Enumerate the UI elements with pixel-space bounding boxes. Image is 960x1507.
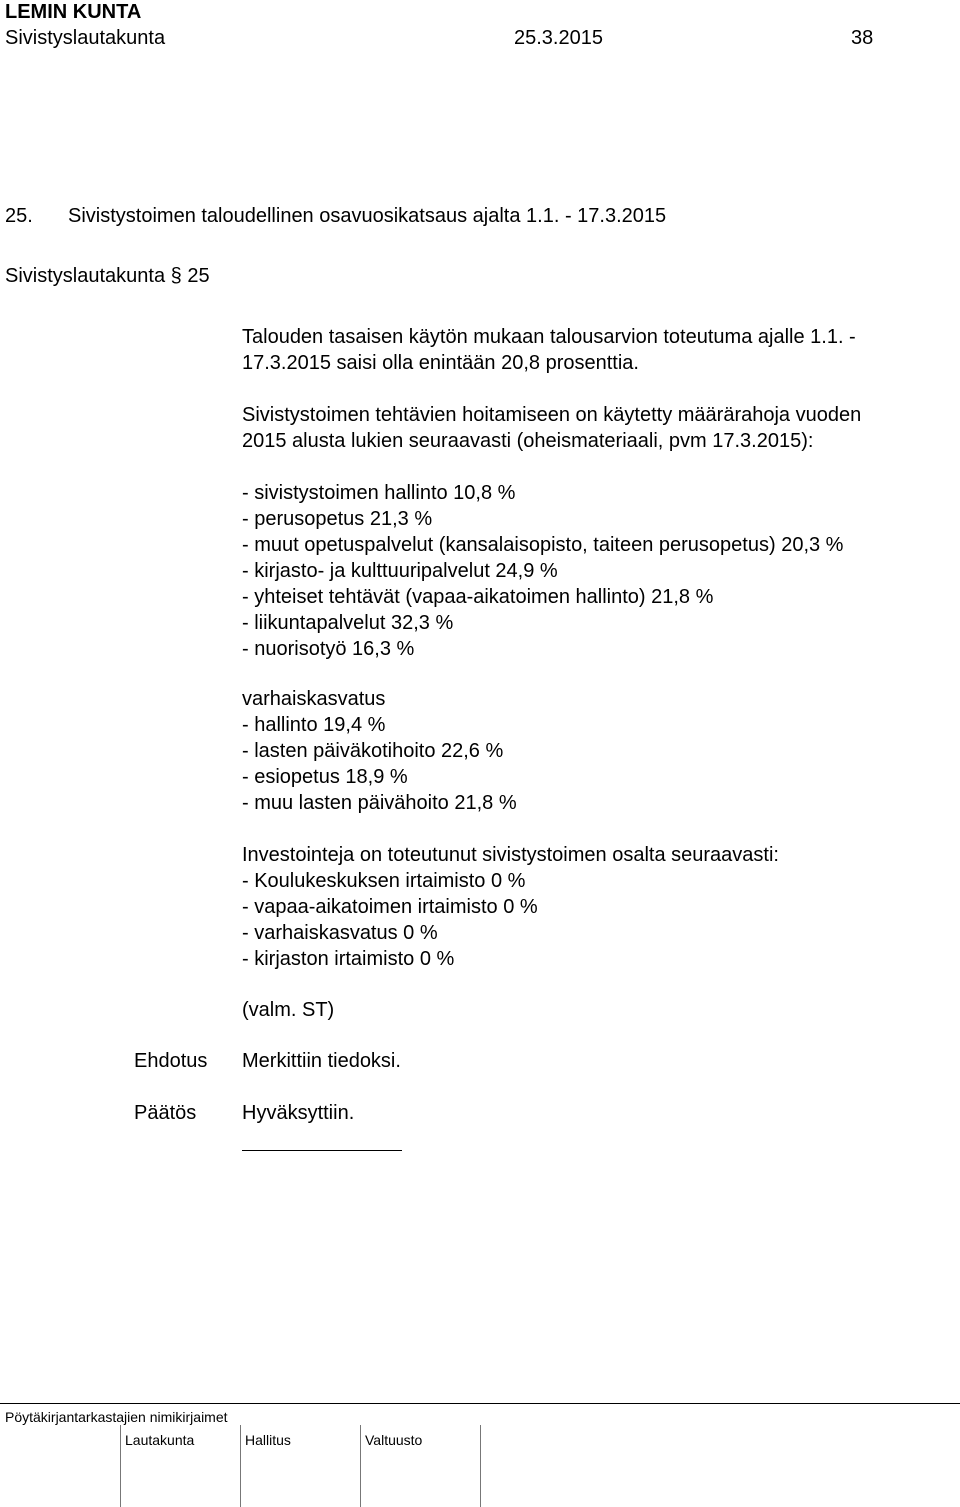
list-item: - hallinto 19,4 % [242, 714, 386, 736]
list-item: - sivistystoimen hallinto 10,8 % [242, 482, 516, 504]
footer-column-divider [360, 1425, 361, 1507]
list-item: - vapaa-aikatoimen irtaimisto 0 % [242, 896, 538, 918]
usage-line: 2015 alusta lukien seuraavasti (oheismateriaali, pvm 17.3.2015): [242, 430, 814, 452]
footer-column-divider [120, 1425, 121, 1507]
investments-block [242, 842, 779, 972]
list-item: - muut opetuspalvelut (kansalaisopisto, taiteen perusopetus) 20,3 % [242, 534, 844, 556]
list-item: - esiopetus 18,9 % [242, 766, 408, 788]
decision-text: Hyväksyttiin. [242, 1102, 355, 1124]
signature-underline [242, 1150, 402, 1151]
footer-column-hallitus: Hallitus [245, 1432, 291, 1448]
usage-paragraph [242, 402, 861, 454]
investments-heading: Investointeja on toteutunut sivistystoimen osalta seuraavasti: [242, 844, 779, 866]
footer-column-lautakunta: Lautakunta [125, 1432, 195, 1448]
signatures-label: Pöytäkirjantarkastajien nimikirjaimet [5, 1409, 228, 1425]
list-item: - muu lasten päivähoito 21,8 % [242, 792, 517, 814]
footer-column-valtuusto: Valtuusto [365, 1432, 423, 1448]
list-item: - yhteiset tehtävät (vapaa-aikatoimen hallinto) 21,8 % [242, 586, 714, 608]
decision-label: Päätös [134, 1102, 197, 1124]
list-item: - kirjasto- ja kulttuuripalvelut 24,9 % [242, 560, 558, 582]
early-education-block [242, 686, 517, 816]
usage-list [242, 480, 843, 662]
list-item: - kirjaston irtaimisto 0 % [242, 948, 455, 970]
list-item: - liikuntapalvelut 32,3 % [242, 612, 454, 634]
preparer-note: (valm. ST) [242, 999, 335, 1021]
early-education-heading: varhaiskasvatus [242, 688, 386, 710]
board-name: Sivistyslautakunta [5, 27, 166, 49]
usage-line: Sivistystoimen tehtävien hoitamiseen on käytetty määrärahoja vuoden [242, 404, 862, 426]
list-item: - varhaiskasvatus 0 % [242, 922, 438, 944]
list-item: - nuorisotyö 16,3 % [242, 638, 415, 660]
list-item: - perusopetus 21,3 % [242, 508, 433, 530]
section-title: Sivistystoimen taloudellinen osavuosikatsaus ajalta 1.1. - 17.3.2015 [68, 205, 667, 227]
intro-line: 17.3.2015 saisi olla enintään 20,8 prosenttia. [242, 352, 639, 374]
organization-name: LEMIN KUNTA [5, 1, 142, 23]
footer-column-divider [240, 1425, 241, 1507]
footer-divider [0, 1403, 960, 1404]
intro-line: Talouden tasaisen käytön mukaan talousarvion toteutuma ajalle 1.1. - [242, 326, 856, 348]
board-reference: Sivistyslautakunta § 25 [5, 265, 210, 287]
section-heading [5, 203, 905, 229]
meeting-date: 25.3.2015 [514, 27, 603, 49]
list-item: - lasten päiväkotihoito 22,6 % [242, 740, 504, 762]
proposal-text: Merkittiin tiedoksi. [242, 1050, 401, 1072]
intro-paragraph [242, 324, 856, 376]
list-item: - Koulukeskuksen irtaimisto 0 % [242, 870, 526, 892]
proposal-label: Ehdotus [134, 1050, 208, 1072]
page-number: 38 [851, 27, 874, 49]
footer-column-divider [480, 1425, 481, 1507]
section-number: 25. [5, 205, 33, 227]
